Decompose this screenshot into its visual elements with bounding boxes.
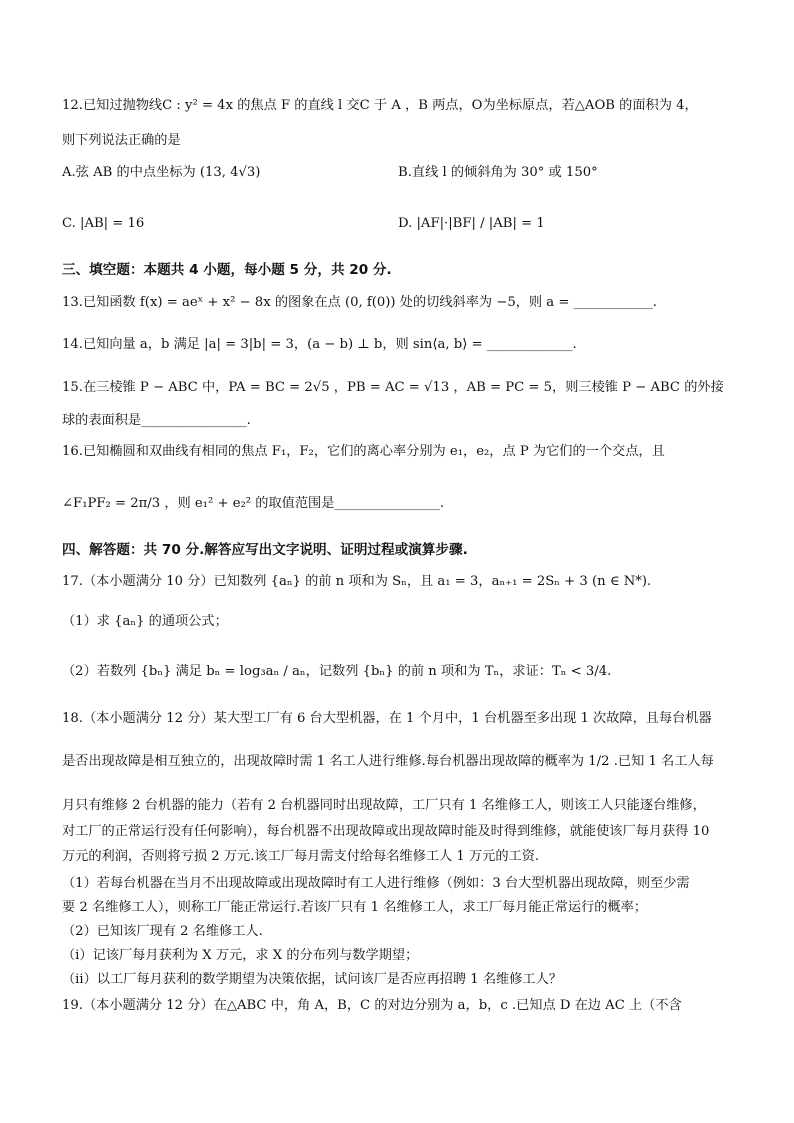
q18-part2: （2）已知该厂现有 2 名维修工人.	[62, 924, 263, 939]
q17-part2: （2）若数列 {bₙ} 满足 bₙ = log₃aₙ / aₙ，记数列 {bₙ} 的前 n 项和为 Tₙ，求证：Tₙ < 3/4.	[62, 664, 612, 679]
q14: 14.已知向量 a，b 满足 |a| = 3|b| = 3，(a − b) ⊥ b，则 sin⟨a, b⟩ = _____________.	[62, 337, 577, 352]
q15-line2: 球的表面积是________________.	[62, 413, 251, 428]
q18-line2: 是否出现故障是相互独立的，出现故障时需 1 名工人进行维修.每台机器出现故障的概率为 1/2 .已知 1 名工人每	[62, 754, 714, 769]
q16-line1: 16.已知椭圆和双曲线有相同的焦点 F₁，F₂，它们的离心率分别为 e₁，e₂，点 P 为它们的一个交点，且	[62, 444, 665, 459]
q18-part2-ii: （ⅱ）以工厂每月获利的数学期望为决策依据，试问该厂是否应再招聘 1 名维修工人？	[62, 972, 562, 987]
q19-line1: 19.（本小题满分 12 分）在△ABC 中，角 A，B，C 的对边分别为 a，b，c .已知点 D 在边 AC 上（不含	[62, 998, 682, 1013]
q18-line1: 18.（本小题满分 12 分）某大型工厂有 6 台大型机器，在 1 个月中，1 台机器至多出现 1 次故障，且每台机器	[62, 711, 712, 726]
q18-part2-i: （ⅰ）记该厂每月获利为 X 万元，求 X 的分布列与数学期望；	[62, 948, 419, 963]
q12-line2: 则下列说法正确的是	[62, 133, 181, 148]
q12-option-a: A.弦 AB 的中点坐标为 (13, 4√3)	[62, 165, 261, 180]
q18-line3: 月只有维修 2 台机器的能力（若有 2 台机器同时出现故障，工厂只有 1 名维修工人，则该工人只能逐台维修，	[62, 798, 706, 813]
q12-line1: 12.已知过抛物线C : y² = 4x 的焦点 F 的直线 l 交C 于 A ，B 两点，O为坐标原点，若△AOB 的面积为 4，	[62, 98, 698, 113]
q18-part1-line2: 要 2 名维修工人），则称工厂能正常运行.若该厂只有 1 名维修工人，求工厂每月能正常运行的概率；	[62, 900, 648, 915]
q12-option-c: C. |AB| = 16	[62, 216, 145, 231]
section-4-heading: 四、解答题：共 70 分.解答应写出文字说明、证明过程或演算步骤.	[62, 542, 468, 558]
q17-part1: （1）求 {aₙ} 的通项公式；	[62, 614, 228, 629]
q18-line4: 对工厂的正常运行没有任何影响），每台机器不出现故障或出现故障时能及时得到维修，就能使该厂每月获得 10	[62, 824, 710, 839]
section-3-heading: 三、填空题：本题共 4 小题，每小题 5 分，共 20 分.	[62, 262, 392, 278]
q17-line1: 17.（本小题满分 10 分）已知数列 {aₙ} 的前 n 项和为 Sₙ，且 a₁ = 3，aₙ₊₁ = 2Sₙ + 3 (n ∈ N*).	[62, 574, 652, 589]
q16-line2: ∠F₁PF₂ = 2π/3 ，则 e₁² + e₂² 的取值范围是________________.	[62, 496, 445, 511]
q12-option-b: B.直线 l 的倾斜角为 30° 或 150°	[398, 165, 598, 180]
q18-part1-line1: （1）若每台机器在当月不出现故障或出现故障时有工人进行维修（例如：3 台大型机器出现故障，则至少需	[62, 876, 690, 891]
q13: 13.已知函数 f(x) = aeˣ + x² − 8x 的图象在点 (0, f(0)) 处的切线斜率为 −5，则 a = ____________.	[62, 295, 657, 310]
q15-line1: 15.在三棱锥 P − ABC 中，PA = BC = 2√5 ，PB = AC = √13 ，AB = PC = 5，则三棱锥 P − ABC 的外接	[62, 380, 724, 395]
q18-line5: 万元的利润，否则将亏损 2 万元.该工厂每月需支付给每名维修工人 1 万元的工资.	[62, 849, 540, 864]
q12-option-d: D. |AF|·|BF| / |AB| = 1	[398, 216, 545, 231]
